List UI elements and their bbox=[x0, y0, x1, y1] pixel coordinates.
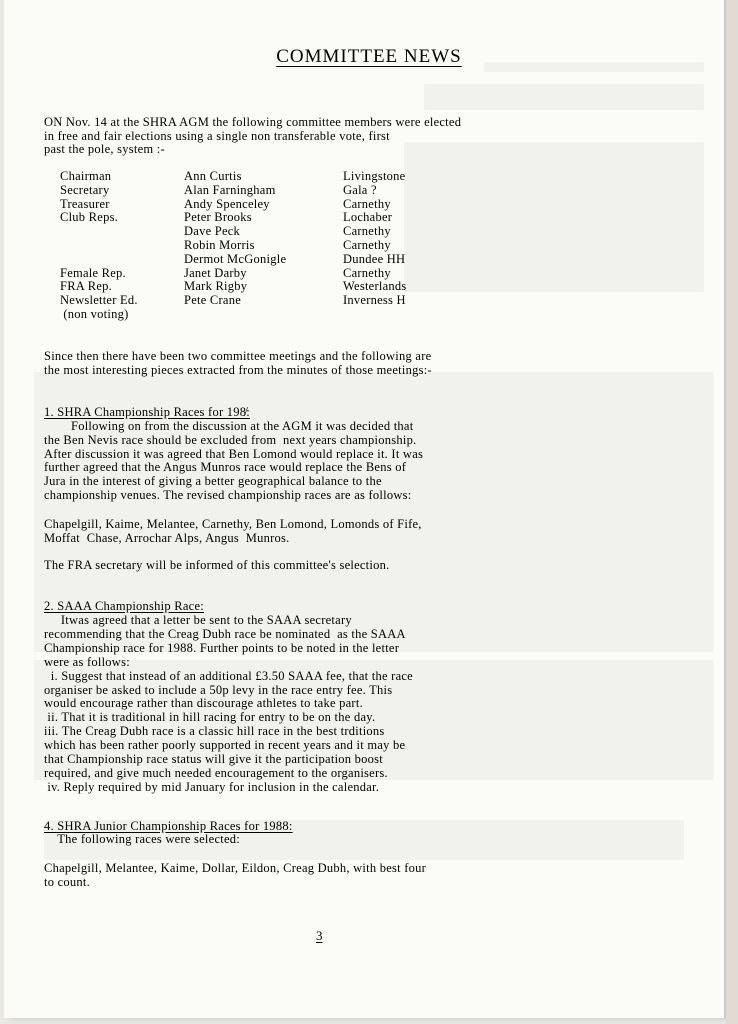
committee-role: Secretary bbox=[60, 182, 110, 197]
section-2-line: required, and give much needed encouragement to the organisers. bbox=[44, 765, 388, 780]
committee-name: Robin Morris bbox=[184, 238, 255, 252]
bleed-through-mark bbox=[404, 142, 704, 292]
committee-name: Mark Rigby bbox=[184, 279, 248, 294]
section-2-line: recommending that the Creag Dubh race be nominated as the SAAA bbox=[44, 626, 406, 641]
section-2-line: i. Suggest that instead of an additional £3.50 SAAA fee, that the race bbox=[44, 668, 413, 683]
section-2-line: iv. Reply required by mid January for inclusion in the calendar. bbox=[44, 779, 380, 794]
intro-line: ON Nov. 14 at the SHRA AGM the following committee members were elected bbox=[44, 115, 462, 129]
committee-role: (non voting) bbox=[60, 307, 129, 321]
section-2-line: ii. That it is traditional in hill racing for entry to be on the day. bbox=[44, 710, 376, 725]
races-line: Moffat Chase, Arrochar Alps, Angus Munros. bbox=[44, 531, 290, 545]
committee-role: Treasurer bbox=[60, 196, 110, 211]
committee-role: Chairman bbox=[60, 169, 112, 183]
section-1-line: further agreed that the Angus Munros race would replace the Bens of bbox=[44, 460, 407, 475]
fra-note: The FRA secretary will be informed of this committee's selection. bbox=[44, 558, 390, 572]
bleed-through-mark bbox=[424, 84, 704, 110]
since-line: the most interesting pieces extracted from the minutes of those meetings:- bbox=[44, 363, 432, 377]
committee-role: Newsletter Ed. bbox=[60, 293, 138, 308]
page-title: COMMITTEE NEWS bbox=[276, 46, 462, 67]
committee-name: Dermot McGonigle bbox=[184, 251, 287, 266]
committee-name: Janet Darby bbox=[184, 265, 247, 280]
committee-name: Alan Farningham bbox=[184, 182, 276, 197]
section-2-line: would encourage rather than discourage athletes to take part. bbox=[44, 696, 363, 711]
section-2-heading: 2. SAAA Championship Race: bbox=[44, 599, 204, 613]
section-1-line: After discussion it was agreed that Ben Lomond would replace it. It was bbox=[44, 446, 424, 461]
section-2-line: were as follows: bbox=[44, 654, 130, 669]
committee-club: Carnethy bbox=[343, 224, 391, 239]
committee-club: Carnethy bbox=[343, 196, 391, 211]
section-2-line: that Championship race status will give it the participation boost bbox=[44, 752, 384, 766]
intro-line: in free and fair elections using a single non transferable vote, first bbox=[44, 129, 390, 143]
section-2-line: Itwas agreed that a letter be sent to the SAAA secretary bbox=[44, 613, 352, 627]
committee-name: Pete Crane bbox=[184, 293, 241, 308]
section-1-line: Following on from the discussion at the AGM it was decided that bbox=[44, 419, 414, 433]
section-2-line: which has been rather poorly supported in recent years and it may be bbox=[44, 738, 406, 753]
committee-club: Carnethy bbox=[343, 238, 391, 252]
committee-role: Club Reps. bbox=[60, 210, 119, 225]
intro-line: past the pole, system :- bbox=[44, 142, 165, 156]
since-line: Since then there have been two committee meetings and the following are bbox=[44, 349, 432, 363]
section-2-line: iii. The Creag Dubh race is a classic hill race in the best trditions bbox=[44, 724, 385, 739]
section-1-line: championship venues. The revised championship races are as follows: bbox=[44, 488, 412, 502]
committee-club: Dundee HH bbox=[343, 251, 406, 266]
committee-club: Livingstone bbox=[343, 169, 406, 183]
junior-races-line: to count. bbox=[44, 875, 90, 889]
committee-name: Andy Spenceley bbox=[184, 196, 270, 211]
junior-races-line: Chapelgill, Melantee, Kaime, Dollar, Eildon, Creag Dubh, with best four bbox=[44, 861, 427, 875]
committee-name: Dave Peck bbox=[184, 224, 241, 239]
paper-edge bbox=[726, 0, 738, 1024]
committee-role: FRA Rep. bbox=[60, 279, 113, 294]
committee-name: Peter Brooks bbox=[184, 210, 252, 225]
committee-role: Female Rep. bbox=[60, 265, 126, 280]
section-2-line: Championship race for 1988. Further points to be noted in the letter bbox=[44, 640, 400, 655]
committee-club: Westerlands bbox=[343, 279, 407, 294]
committee-club: Lochaber bbox=[343, 210, 393, 225]
page-number: 3 bbox=[316, 928, 323, 943]
section-4-heading: 4. SHRA Junior Championship Races for 1988: bbox=[44, 819, 293, 833]
section-1-line: Jura in the interest of giving a better geographical balance to the bbox=[44, 474, 382, 489]
committee-club: Carnethy bbox=[343, 265, 391, 280]
section-4-sub: The following races were selected: bbox=[44, 832, 240, 846]
section-1-heading: 1. SHRA Championship Races for 198̸: bbox=[44, 405, 250, 419]
committee-club: Inverness H bbox=[343, 293, 406, 308]
races-line: Chapelgill, Kaime, Melantee, Carnethy, Ben Lomond, Lomonds of Fife, bbox=[44, 517, 422, 531]
section-1-line: the Ben Nevis race should be excluded from next years championship. bbox=[44, 432, 417, 447]
committee-club: Gala ? bbox=[343, 182, 377, 197]
committee-name: Ann Curtis bbox=[184, 169, 242, 183]
section-2-line: organiser be asked to include a 50p levy in the race entry fee. This bbox=[44, 682, 393, 697]
